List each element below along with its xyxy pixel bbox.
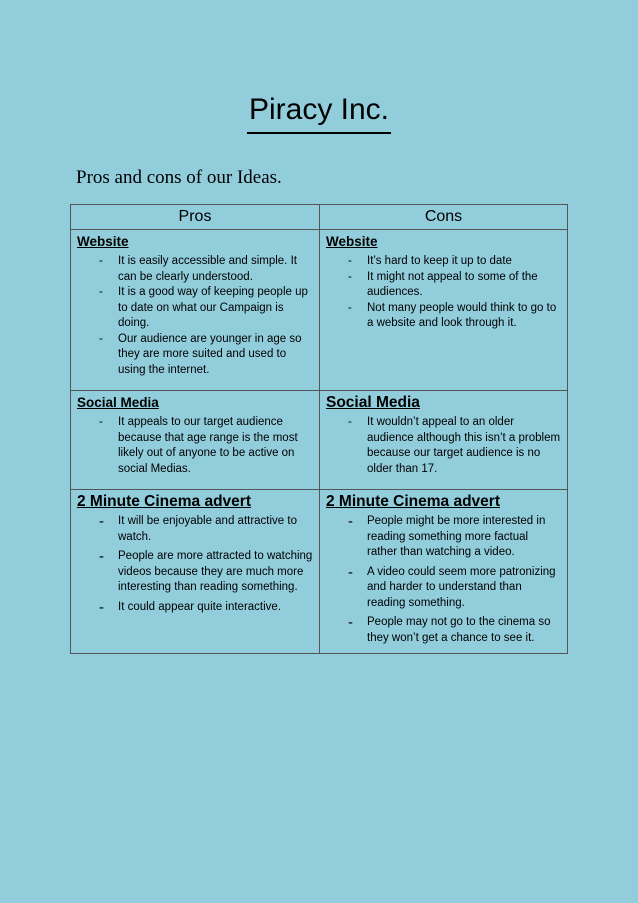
section-title: Social Media bbox=[77, 395, 159, 410]
pros-header: Pros bbox=[71, 205, 320, 230]
pros-list bbox=[77, 254, 313, 378]
website-cons-cell bbox=[320, 230, 568, 391]
list-item: - People may not go to the cinema so they won’t get a chance to see it. bbox=[348, 615, 561, 646]
list-item: - It wouldn’t appeal to an older audience although this isn’t a problem because our target audience is no older than 17. bbox=[348, 415, 561, 477]
social-media-pros-cell bbox=[71, 391, 320, 490]
section-title: Website bbox=[326, 234, 378, 249]
section-title: 2 Minute Cinema advert bbox=[326, 493, 500, 510]
list-item: - It’s hard to keep it up to date bbox=[348, 254, 561, 270]
cons-list bbox=[326, 254, 561, 332]
page-subtitle: Pros and cons of our Ideas. bbox=[76, 167, 282, 188]
section-title: 2 Minute Cinema advert bbox=[77, 493, 251, 510]
table-row-social-media bbox=[71, 391, 568, 490]
cons-header: Cons bbox=[320, 205, 568, 230]
list-item: - Our audience are younger in age so they are more suited and used to using the internet. bbox=[99, 332, 313, 379]
cinema-advert-pros-cell bbox=[71, 490, 320, 654]
list-item: - It might not appeal to some of the audiences. bbox=[348, 270, 561, 301]
list-item: - It will be enjoyable and attractive to watch. bbox=[99, 514, 313, 545]
list-item: - It appeals to our target audience because that age range is the most likely out of anyone to be active on social Medias. bbox=[99, 415, 313, 477]
list-item: - Not many people would think to go to a website and look through it. bbox=[348, 301, 561, 332]
cons-list bbox=[326, 514, 561, 646]
pros-list bbox=[77, 514, 313, 615]
cons-list bbox=[326, 415, 561, 477]
list-item: - It is easily accessible and simple. It can be clearly understood. bbox=[99, 254, 313, 285]
cinema-advert-cons-cell bbox=[320, 490, 568, 654]
section-title: Social Media bbox=[326, 394, 420, 411]
table-row-website bbox=[71, 230, 568, 391]
pros-list bbox=[77, 415, 313, 477]
list-item: - A video could seem more patronizing and harder to understand than reading something. bbox=[348, 565, 561, 612]
list-item: - People are more attracted to watching videos because they are much more interesting than reading something. bbox=[99, 549, 313, 596]
table-row-cinema-advert bbox=[71, 490, 568, 654]
list-item: - It is a good way of keeping people up to date on what our Campaign is doing. bbox=[99, 285, 313, 332]
page-title bbox=[0, 92, 638, 134]
pros-cons-table bbox=[70, 204, 568, 654]
website-pros-cell bbox=[71, 230, 320, 391]
list-item: - It could appear quite interactive. bbox=[99, 600, 313, 616]
page-title-text: Piracy Inc. bbox=[247, 92, 391, 134]
list-item: - People might be more interested in reading something more factual rather than watching a video. bbox=[348, 514, 561, 561]
social-media-cons-cell bbox=[320, 391, 568, 490]
section-title: Website bbox=[77, 234, 129, 249]
